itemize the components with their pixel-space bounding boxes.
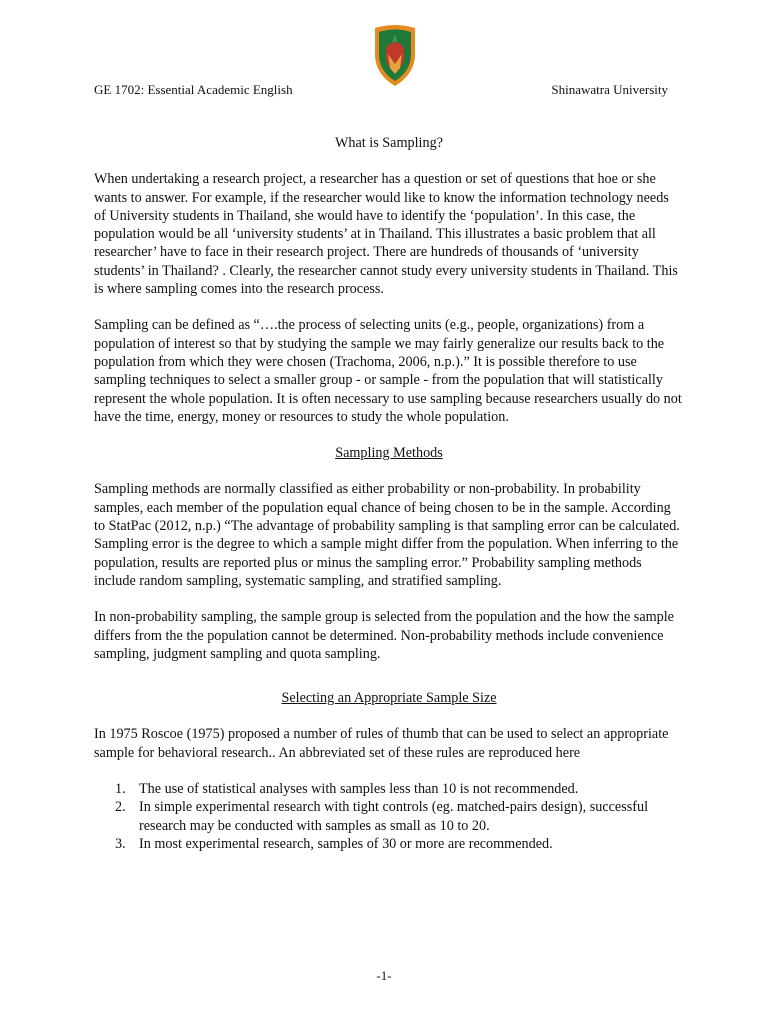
rules-list [94,780,684,853]
list-item-number: 3. [115,835,126,852]
institution-name: Shinawatra University [551,82,668,97]
list-item [94,835,684,853]
methods-paragraph-2: In non-probability sampling, the sample group is selected from the population and the how the sample differs from the the population cannot be determined. Non-probability methods include convenience sampling, judgment sampling and quota sampling. [94,609,674,662]
course-title: GE 1702: Essential Academic English [94,82,293,97]
list-item [94,798,684,835]
list-item-text: In most experimental research, samples of 30 or more are recommended. [139,835,553,852]
page-header [94,82,668,98]
page-number: -1- [376,968,392,983]
list-item-text: The use of statistical analyses with samples less than 10 is not recommended. [139,781,579,798]
list-item [94,780,684,798]
methods-paragraph-1: Sampling methods are normally classified as either probability or non-probability. In probability samples, each member of the population equal chance of being chosen to be in the sample. According to StatPac (2012, n.p.) “The advantage of probability sampling is that sampling error can be calculated. Sampling error is the degree to which a sample might differ from the population. When inferring to the population, results are reported plus or minus the sampling error.” Probability sampling methods include random sampling, systematic sampling, and stratified sampling. [94,481,680,589]
sampling-methods-heading: Sampling Methods [335,445,443,462]
shield-crest-icon [372,24,418,88]
intro-paragraph-2: Sampling can be defined as “….the process of selecting units (e.g., people, organizations) from a population of interest so that by studying the sample we may fairly generalize our results back to the population from which they were chosen (Trachoma, 2006, n.p.).” It is possible therefore to use sampling techniques to select a smaller group - or sample - from the population that will statistically represent the whole population. It is often necessary to use sampling because researchers usually do not have the time, energy, money or resources to study the whole population. [94,317,682,425]
document-title: What is Sampling? [335,135,443,151]
list-item-number: 1. [115,781,126,798]
document-body [94,134,684,853]
sample-size-heading: Selecting an Appropriate Sample Size [281,690,497,707]
intro-paragraph-1: When undertaking a research project, a researcher has a question or set of questions that hoe or she wants to answer. For example, if the researcher would like to know the information technology needs of University students in Thailand, she would have to identify the ‘population’. In this case, the population would be all ‘university students’ at in Thailand. This illustrates a basic problem that all researcher’ have to face in their research project. There are hundreds of thousands of ‘university students’ in Thailand? . Clearly, the researcher cannot study every university students in Thailand. This is where sampling comes into the research process. [94,171,678,298]
list-item-number: 2. [115,799,126,816]
list-item-text: In simple experimental research with tight controls (eg. matched-pairs design), successful research may be conducted with samples as small as 10 to 20. [139,799,649,834]
sample-size-paragraph: In 1975 Roscoe (1975) proposed a number of rules of thumb that can be used to select an appropriate sample for behavioral research.. An abbreviated set of these rules are reproduced here [94,726,669,761]
